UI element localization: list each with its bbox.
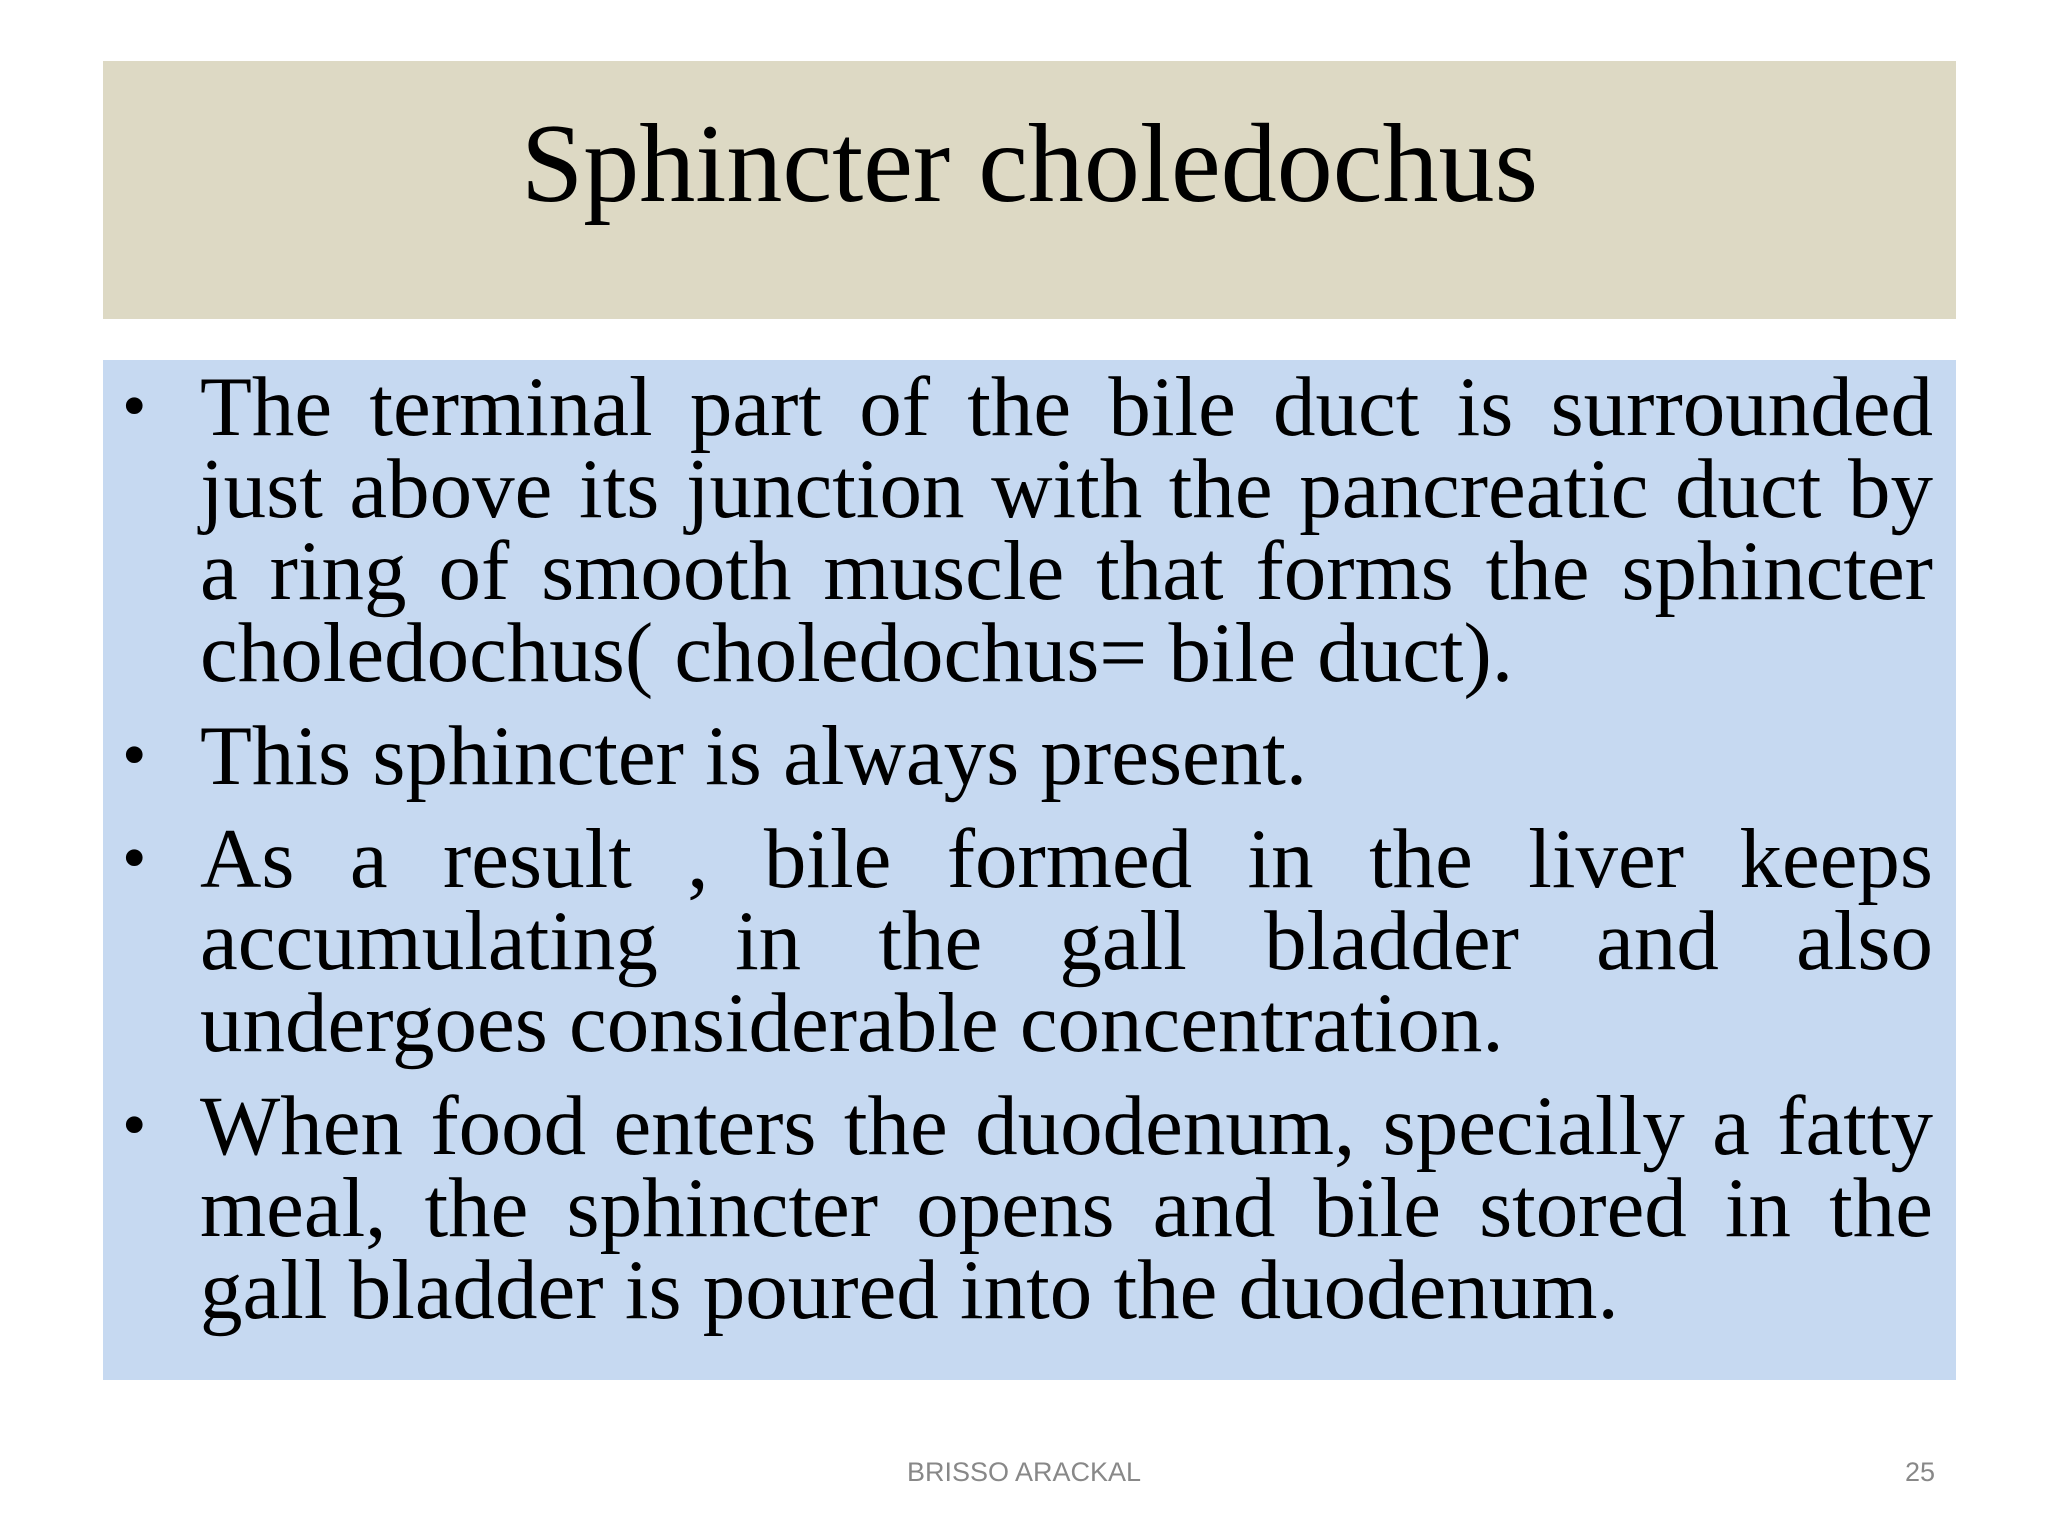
bullet-icon: •: [122, 368, 147, 445]
bullet-item-1: [122, 360, 1933, 700]
page-number: 25: [1904, 1457, 1935, 1487]
bullet-text-2: This sphincter is always present.: [200, 709, 1308, 803]
footer-author: BRISSO ARACKAL: [906, 1457, 1142, 1487]
bullet-icon: •: [122, 820, 147, 897]
bullet-text-1: The terminal part of the bile duct is surrounded just above its junction with the pancreatic duct by a ring of smooth muscle that forms the sphincter choledochus( choledochus= bile duct).: [200, 360, 1933, 700]
content-box: [103, 360, 1956, 1380]
bullet-item-4: [122, 1079, 1933, 1337]
bullet-icon: •: [122, 1087, 147, 1164]
bullet-item-2: [122, 709, 1933, 803]
bullet-icon: •: [122, 717, 147, 794]
slide-title: Sphincter choledochus: [520, 101, 1539, 226]
bullet-list: [122, 360, 1933, 1352]
bullet-item-3: [122, 812, 1933, 1070]
bullet-text-3: As a result , bile formed in the liver keeps accumulating in the gall bladder and also undergoes considerable concentration.: [200, 812, 1933, 1070]
title-box: [103, 61, 1956, 319]
bullet-text-4: When food enters the duodenum, specially a fatty meal, the sphincter opens and bile stored in the gall bladder is poured into the duodenum.: [200, 1079, 1933, 1337]
